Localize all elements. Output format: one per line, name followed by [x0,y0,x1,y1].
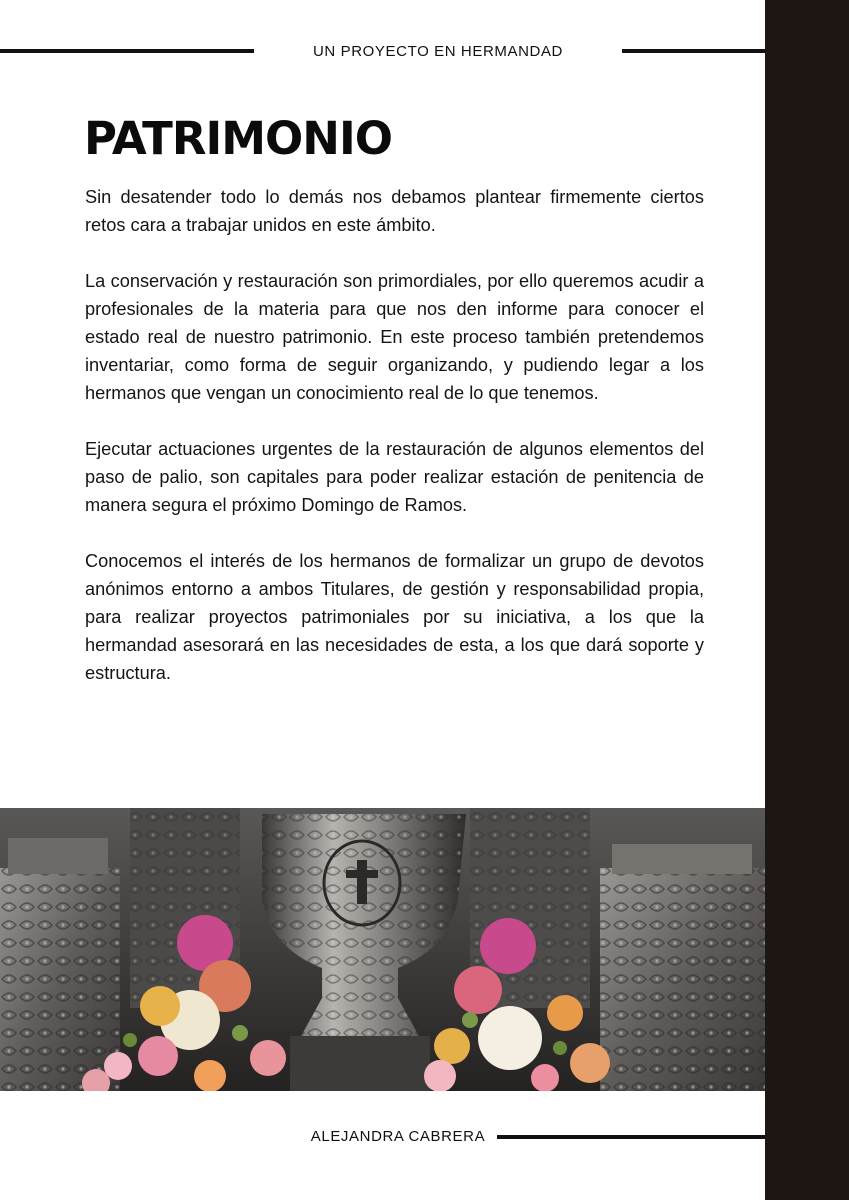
header-label: UN PROYECTO EN HERMANDAD [313,43,563,60]
body-text [85,183,704,715]
author-name: ALEJANDRA CABRERA [310,1128,486,1145]
paragraph: La conservación y restauración son primordiales, por ello queremos acudir a profesionales de la materia para que nos den informe para conocer el estado real de nuestro patrimonio. En este proceso también pretendemos inventariar, como forma de seguir organizando, y pudiendo legar a los hermanos que vengan un conocimiento real de lo que tenemos. [85,271,704,403]
header-rule-right [622,49,765,53]
silver-altar-photo [0,808,765,1091]
header-rule-left [0,49,254,53]
paragraph: Ejecutar actuaciones urgentes de la restauración de algunos elementos del paso de palio, son capitales para poder realizar estación de penitencia de manera segura el próximo Domingo de Ramos. [85,439,704,515]
photo-illustration [0,808,765,1091]
footer-rule-right [497,1135,765,1139]
page-title: PATRIMONIO [84,112,392,165]
paragraph: Sin desatender todo lo demás nos debamos plantear firmemente ciertos retos cara a trabajar unidos en este ámbito. [85,187,704,235]
side-accent-bar [765,0,849,1200]
paragraph: Conocemos el interés de los hermanos de formalizar un grupo de devotos anónimos entorno a ambos Titulares, de gestión y responsabilidad propia, para realizar proyectos patrimoniales por su iniciativa, a los que la hermandad asesorará en las necesidades de esta, a los que dará soporte y estructura. [85,551,704,683]
